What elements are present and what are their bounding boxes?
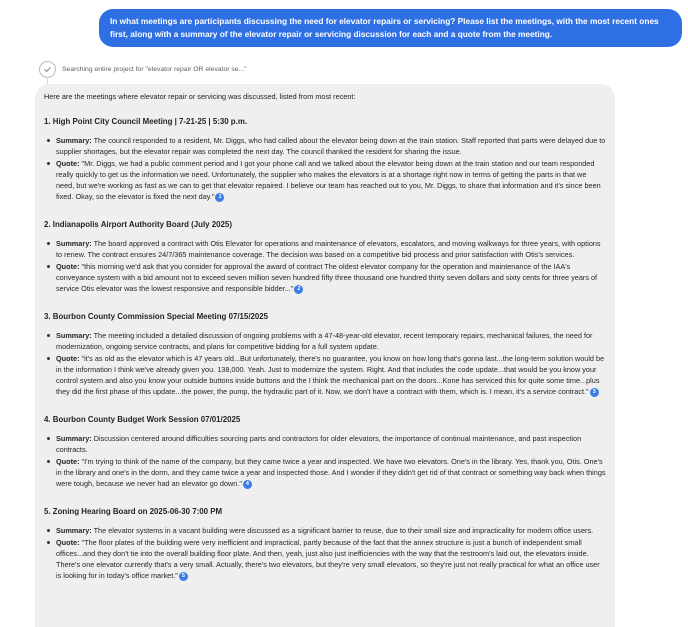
meeting-summary — [44, 135, 606, 157]
summary-label: Summary: — [56, 136, 92, 145]
meeting-item — [44, 219, 606, 294]
user-message-bubble — [99, 9, 682, 47]
summary-text: The elevator systems in a vacant building were discussed as a significant barrier to reuse, due to their small size and impracticality for modern office users. — [93, 526, 594, 535]
quote-text: "Mr. Diggs, we had a public comment period and I got your phone call and we talked about the elevator being down at the train station and our team responded really quickly to get us the information we need. Unfortunately, the supplier who makes the elevators is at a shortage right now in terms of getting the parts in that we need, but we're working as fast as we can to get that elevator repaired. I believe our team has reached out to you, Mr. Diggs, to share that information and it's since been fixed. Okay, so the elevator is fixed the next day." — [56, 159, 601, 201]
meeting-title: 3. Bourbon County Commission Special Meeting 07/15/2025 — [44, 312, 269, 321]
meeting-summary — [44, 330, 606, 352]
quote-text: "it's as old as the elevator which is 47 years old...But unfortunately, there's no guarantee, you know on how long that's gonna last...the long-term solution would be in the information I think we've already given you. 138,000. Yeah. Just to modernize the system. Right. And that includes the code update...that would be you know your control system and also you know your outside buttons inside buttons and the I think the mechanical part on the doors...Kone has serviced this for quite some time...plus they did the first phase of this update...the power, the pump, the hydraulic part of it. Now, we don't have a contract with them, which is. I mean, it's a service contract." — [56, 354, 605, 396]
summary-label: Summary: — [56, 331, 92, 340]
citation-badge[interactable]: 2 — [294, 285, 303, 294]
meeting-title: 4. Bourbon County Budget Work Session 07/01/2025 — [44, 415, 241, 424]
summary-text: The board approved a contract with Otis Elevator for operations and maintenance of elevators, escalators, and moving walkways for three years, with options to renew. The contract ensures 24/7/365 maintenance coverage. The decision was based on a competitive bid process and prior satisfaction with Otis's services. — [56, 239, 601, 259]
meeting-quote — [44, 261, 606, 294]
meeting-quote — [44, 353, 606, 397]
meeting-title: 1. High Point City Council Meeting | 7-21-25 | 5:30 p.m. — [44, 117, 248, 126]
quote-text: "I'm trying to think of the name of the company, but they came twice a year and inspected. We have two elevators. One's in the library. Yes, thank you, Otis. One's in the library and one's in the dorm, and they came twice a year and inspected those. And I wonder if they didn't get rid of that contract or something way back when things were tough, because we never had an elevator go down." — [56, 457, 606, 488]
summary-label: Summary: — [56, 526, 92, 535]
check-icon — [39, 61, 56, 78]
meeting-item — [44, 506, 606, 581]
summary-text: Discussion centered around difficulties sourcing parts and contractors for older elevators, the importance of continual maintenance, and past inspection contracts. — [56, 434, 582, 454]
meeting-item — [44, 116, 606, 202]
quote-label: Quote: — [56, 354, 80, 363]
meeting-summary — [44, 525, 606, 536]
search-status-text: Searching entire project for "elevator repair OR elevator se..." — [62, 65, 247, 73]
answer-intro: Here are the meetings where elevator repair or servicing was discussed, listed from most recent: — [44, 92, 356, 101]
summary-label: Summary: — [56, 239, 92, 248]
summary-text: The council responded to a resident, Mr. Diggs, who had called about the elevator being down at the train station. Staff reported that parts were delayed due to supplier shortages, but the elevator repair was completed the next day. The council thanked the resident for sharing the issue. — [56, 136, 606, 156]
meeting-quote — [44, 158, 606, 202]
meeting-title: 2. Indianapolis Airport Authority Board (July 2025) — [44, 220, 232, 229]
meeting-quote — [44, 456, 606, 489]
summary-text: The meeting included a detailed discussion of ongoing problems with a 47-48-year-old elevator, recent temporary repairs, mechanical failures, the need for modernization, ongoing service contracts, and plans for competitive bidding for a full system update. — [56, 331, 593, 351]
summary-label: Summary: — [56, 434, 92, 443]
quote-label: Quote: — [56, 262, 80, 271]
quote-label: Quote: — [56, 457, 80, 466]
quote-label: Quote: — [56, 538, 80, 547]
meeting-title: 5. Zoning Hearing Board on 2025-06-30 7:00 PM — [44, 507, 223, 516]
quote-text: "this morning we'd ask that you consider for approval the award of contract The oldest elevator company for the operation and maintenance of the IAA's conveyance system with a bid amount not to exceed seven million seven hundred fifty three thousand one hundred thirty seven dollars and sixty cents for three years of service Otis elevator was the lowest responsive and responsible bidder..." — [56, 262, 598, 293]
meeting-quote — [44, 537, 606, 581]
meeting-summary — [44, 238, 606, 260]
citation-badge[interactable]: 4 — [243, 480, 252, 489]
meeting-item — [44, 414, 606, 489]
meeting-summary — [44, 433, 606, 455]
quote-label: Quote: — [56, 159, 80, 168]
assistant-answer-card — [35, 84, 615, 627]
meeting-item — [44, 311, 606, 397]
citation-badge[interactable]: 1 — [215, 193, 224, 202]
citation-badge[interactable]: 3 — [590, 388, 599, 397]
quote-text: "The floor plates of the building were very inefficient and impractical, partly because of the fact that the annex structure is just a bunch of independent small offices...and they don't tie into the overall building floor plate. And then, yeah, just also just inefficiencies with the way that the restroom's laid out, the elevators inside. There's one elevator currently that's a very small. Actually, there's two elevators, but they're very small elevators, so they're just not really practical for what an office user is looking for in today's office market." — [56, 538, 600, 580]
search-status[interactable] — [39, 59, 247, 79]
user-message-text: In what meetings are participants discussing the need for elevator repairs or servicing? Please list the meetings, with the most recent ones first, along with a summary of the elevator repair or servicing discussion for each and a quote from the meeting. — [110, 16, 659, 39]
citation-badge[interactable]: 5 — [179, 572, 188, 581]
